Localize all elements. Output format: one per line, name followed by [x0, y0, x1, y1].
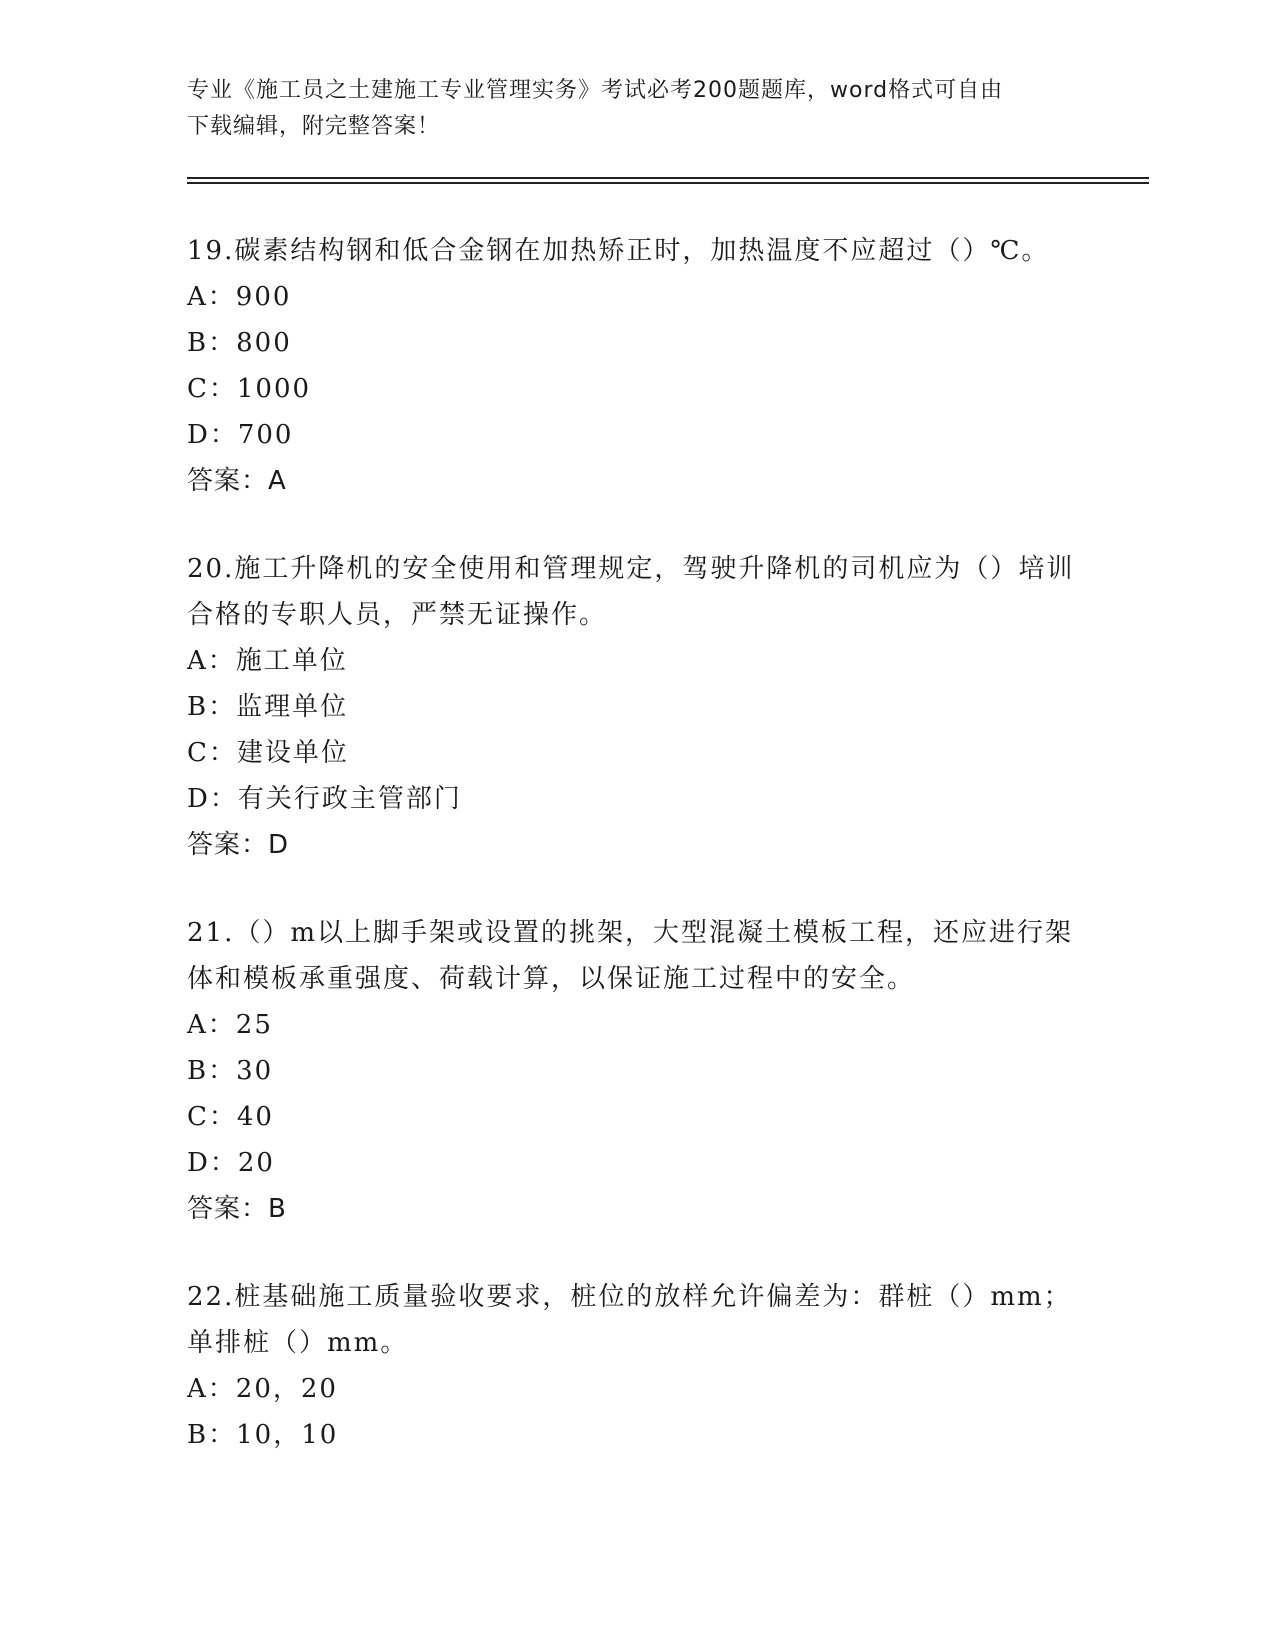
question-text: 22.桩基础施工质量验收要求，桩位的放样允许偏差为：群桩（）mm；单排桩（）mm。 [187, 1282, 1072, 1358]
question-20 [187, 546, 1087, 868]
option-d: D：20 [187, 1148, 275, 1178]
question-22 [187, 1274, 1087, 1458]
header-divider-bottom [187, 182, 1149, 184]
option-b: B：10，10 [187, 1420, 339, 1450]
question-19 [187, 228, 1087, 504]
option-c: C：建设单位 [187, 738, 349, 768]
answer-line: 答案：B [187, 1194, 287, 1224]
option-a: A：施工单位 [187, 646, 348, 676]
question-text: 21.（）m以上脚手架或设置的挑架，大型混凝土模板工程，还应进行架体和模板承重强度、荷载计算，以保证施工过程中的安全。 [187, 918, 1074, 994]
option-d: D：700 [187, 420, 294, 450]
option-b: B：800 [187, 328, 292, 358]
question-list [187, 228, 1087, 1500]
question-text: 19.碳素结构钢和低合金钢在加热矫正时，加热温度不应超过（）℃。 [187, 236, 1050, 266]
answer-line: 答案：A [187, 466, 287, 496]
option-a: A：25 [187, 1010, 273, 1040]
header-divider-top [187, 177, 1149, 179]
question-text: 20.施工升降机的安全使用和管理规定，驾驶升降机的司机应为（）培训合格的专职人员，严禁无证操作。 [187, 554, 1075, 630]
option-c: C：1000 [187, 374, 312, 404]
header-line-1: 专业《施工员之土建施工专业管理实务》考试必考200题题库，word格式可自由 [187, 78, 1004, 103]
answer-line: 答案：D [187, 830, 290, 860]
option-d: D：有关行政主管部门 [187, 784, 462, 814]
option-b: B：监理单位 [187, 692, 349, 722]
option-c: C：40 [187, 1102, 274, 1132]
header-line-2: 下载编辑，附完整答案！ [187, 114, 441, 139]
option-a: A：20，20 [187, 1374, 338, 1404]
question-21 [187, 910, 1087, 1232]
document-header [187, 73, 1087, 145]
option-b: B：30 [187, 1056, 274, 1086]
option-a: A：900 [187, 282, 292, 312]
